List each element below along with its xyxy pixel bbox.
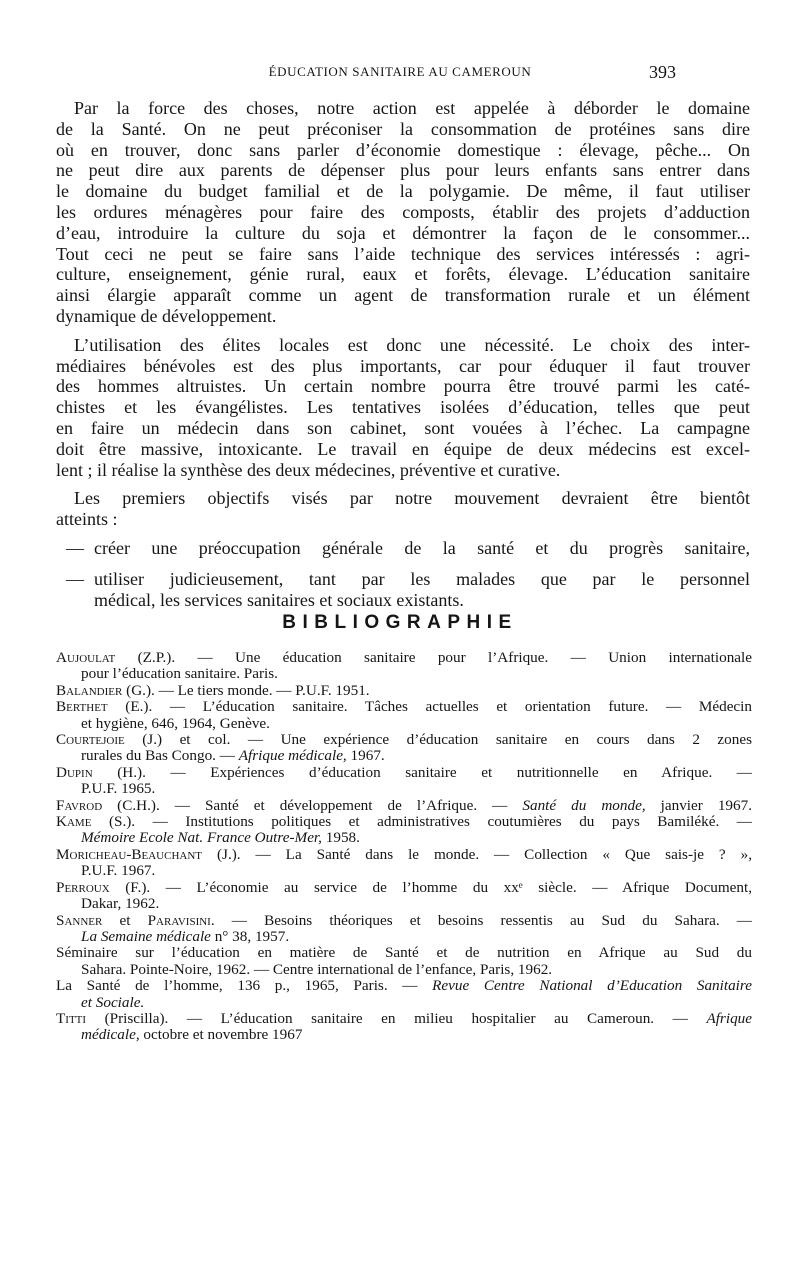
entry-title: Santé du monde, — [522, 796, 646, 814]
entry-line — [56, 995, 752, 1011]
entry-text: (E.). — L’éducation sanitaire. Tâches actuelles et orientation future. — Médecin — [107, 698, 752, 716]
entry-title: La Semaine médicale — [81, 927, 211, 945]
list-item — [66, 569, 750, 611]
entry-line — [56, 798, 752, 814]
entry-author: Sanner — [56, 911, 103, 929]
paragraph — [56, 335, 750, 481]
entry-text: et hygiène, 646, 1964, Genève. — [81, 714, 270, 732]
entry-text: (F.). — L’économie au service de l’homme du xxᵉ siècle. — Afrique Document, — [109, 878, 752, 896]
entry-title: Mémoire Ecole Nat. France Outre-Mer, — [81, 829, 322, 847]
entry-line — [56, 666, 752, 682]
bibliography-entry — [56, 880, 752, 913]
entry-text: 1958. — [321, 829, 360, 847]
entry-line — [56, 896, 752, 912]
paragraph-line: le domaine du budget familial et de la polygamie. De même, il faut utiliser — [56, 181, 750, 202]
paragraph-line: Les premiers objectifs visés par notre mouvement devraient être bientôt — [74, 488, 750, 509]
entry-line — [56, 650, 752, 666]
bibliography-heading: BIBLIOGRAPHIE — [282, 612, 518, 633]
bibliography-entry — [56, 798, 752, 814]
entry-line — [56, 945, 752, 961]
paragraph-line: atteints : — [56, 509, 118, 530]
page-number: 393 — [649, 62, 676, 82]
entry-text: (G.). — Le tiers monde. — P.U.F. 1951. — [122, 681, 370, 699]
entry-text: P.U.F. 1965. — [81, 780, 156, 798]
entry-text: et — [102, 911, 148, 929]
entry-line — [56, 913, 752, 929]
entry-author: Perroux — [56, 878, 110, 896]
entry-text: (C.H.). — Santé et développement de l’Afrique. — — [102, 796, 523, 814]
entry-title: Afrique médicale, — [238, 747, 347, 765]
objectives-list — [56, 538, 750, 610]
paragraph-line: Tout ceci ne peut se faire sans l’aide technique des services intéressés : agri- — [56, 243, 750, 264]
paragraphs — [56, 98, 750, 530]
entry-author: Balandier — [56, 681, 123, 699]
entry-text: (Priscilla). — L’éducation sanitaire en milieu hospitalier au Cameroun. — — [86, 1009, 707, 1027]
paragraph-line: de la Santé. On ne peut préconiser la consommation de protéines sans dire — [56, 118, 750, 139]
paragraph-line: L’utilisation des élites locales est donc une nécessité. Le choix des inter- — [74, 334, 750, 355]
bibliography-entry — [56, 699, 752, 732]
paragraph-line: les ordures ménagères pour faire des composts, établir des projets d’adduction — [56, 201, 750, 222]
entry-title: médicale, — [81, 1026, 140, 1044]
bibliography-entry — [56, 765, 752, 798]
entry-author: Berthet — [56, 698, 108, 716]
bibliography-entry — [56, 978, 752, 1011]
entry-title: Afrique — [706, 1009, 752, 1027]
bibliography-entry — [56, 945, 752, 978]
list-dash: — — [66, 568, 84, 589]
list-item-line: médical, les services sanitaires et sociaux existants. — [94, 589, 464, 610]
entry-line — [56, 683, 752, 699]
entry-line — [56, 732, 752, 748]
list-item-line: créer une préoccupation générale de la santé et du progrès sanitaire, — [94, 537, 750, 558]
entry-line — [56, 847, 752, 863]
bibliography-entry — [56, 683, 752, 699]
entry-author: Moricheau-Beauchant — [56, 845, 203, 863]
paragraph — [56, 488, 750, 530]
entry-line — [56, 716, 752, 732]
entry-author: Titti — [56, 1009, 87, 1027]
paragraph-line: où en trouver, donc sans parler d’économie domestique : élevage, pêche... On — [56, 139, 750, 160]
list-item-text — [94, 569, 750, 611]
entry-author: Courtejoie — [56, 731, 125, 749]
entry-line — [56, 814, 752, 830]
entry-text: Sahara. Pointe-Noire, 1962. — Centre international de l’enfance, Paris, 1962. — [81, 960, 553, 978]
paragraph-line: ne peut dire aux parents de dépenser plus pour leurs enfants sans entrer dans — [56, 160, 750, 181]
entry-text: La Santé de l’homme, 136 p., 1965, Paris. — — [56, 977, 433, 995]
entry-line — [56, 781, 752, 797]
body-text — [56, 98, 750, 620]
paragraph-line: chistes et les évangélistes. Les tentatives isolées d’éducation, telles que peut — [56, 397, 750, 418]
entry-text: P.U.F. 1967. — [81, 862, 156, 880]
list-item-line: utiliser judicieusement, tant par les malades que par le personnel — [94, 568, 750, 589]
entry-text: . — Besoins théoriques et besoins ressentis au Sud du Sahara. — — [210, 911, 752, 929]
entry-line — [56, 1027, 752, 1043]
list-dash: — — [66, 537, 84, 558]
paragraph-line: culture, enseignement, génie rural, eaux et forêts, élevage. L’éducation sanitaire — [56, 264, 750, 285]
paragraph-line: médiaires bénévoles est des plus importants, car pour éduquer il faut trouver — [56, 355, 750, 376]
running-header: ÉDUCATION SANITAIRE AU CAMEROUN — [268, 64, 532, 79]
entry-text: (S.). — Institutions politiques et administratives coutumières du pays Bamiléké. — — [91, 813, 752, 831]
entry-title: et Sociale. — [81, 993, 145, 1011]
entry-line — [56, 748, 752, 764]
entry-text: (J.) et col. — Une expérience d’éducation sanitaire en cours dans 2 zones — [124, 731, 752, 749]
entry-text: janvier 1967. — [645, 796, 752, 814]
bibliography-entry — [56, 913, 752, 946]
list-item-text — [94, 538, 750, 559]
entry-text: Dakar, 1962. — [81, 895, 160, 913]
entry-author: Aujoulat — [56, 649, 116, 666]
bibliography-entry — [56, 814, 752, 847]
entry-line — [56, 1011, 752, 1027]
paragraph-line: Par la force des choses, notre action est appelée à déborder le domaine — [74, 98, 750, 118]
entry-line — [56, 880, 752, 896]
entry-text: Séminaire sur l’éducation en matière de Santé et de nutrition en Afrique au Sud du — [56, 944, 752, 962]
entry-text: (J.). — La Santé dans le monde. — Collection « Que sais-je ? », — [202, 845, 752, 863]
bibliography-entry — [56, 732, 752, 765]
entry-author: Favrod — [56, 796, 103, 814]
entry-line — [56, 962, 752, 978]
paragraph-line: en faire un médecin dans son cabinet, sont vouées à l’échec. La campagne — [56, 417, 750, 438]
entry-line — [56, 863, 752, 879]
paragraph-line: doit être massive, intoxicante. Le travail en équipe de deux médecins est excel- — [56, 438, 750, 459]
entry-line — [56, 765, 752, 781]
entry-text: pour l’éducation sanitaire. Paris. — [81, 665, 278, 683]
entry-text: (Z.P.). — Une éducation sanitaire pour l’Afrique. — Union internationale — [115, 649, 752, 666]
entry-author: Paravisini — [147, 911, 211, 929]
entry-text: rurales du Bas Congo. — — [81, 747, 239, 765]
bibliography-list — [56, 650, 752, 1044]
entry-title: Revue Centre National d’Education Sanitaire — [432, 977, 752, 995]
entry-author: Dupin — [56, 763, 93, 781]
bibliography-entry — [56, 1011, 752, 1044]
bibliography-entry — [56, 847, 752, 880]
entry-line — [56, 699, 752, 715]
paragraph-line: dynamique de développement. — [56, 305, 277, 326]
paragraph — [56, 98, 750, 327]
list-item — [66, 538, 750, 559]
entry-line — [56, 929, 752, 945]
paragraph-line: lent ; il réalise la synthèse des deux médecines, préventive et curative. — [56, 459, 561, 480]
entry-text: 1967. — [346, 747, 385, 765]
paragraph-line: ainsi élargie apparaît comme un agent de transformation rurale et un élément — [56, 285, 750, 306]
paragraph-line: des hommes altruistes. Un certain nombre pourra être trouvé parmi les caté- — [56, 376, 750, 397]
paragraph-line: d’eau, introduire la culture du soja et démontrer la façon de le consommer... — [56, 222, 750, 243]
entry-line — [56, 978, 752, 994]
entry-author: Kame — [56, 813, 92, 831]
entry-line — [56, 830, 752, 846]
entry-text: (H.). — Expériences d’éducation sanitaire et nutritionnelle en Afrique. — — [92, 763, 752, 781]
bibliography-entry — [56, 650, 752, 683]
entry-text: n° 38, 1957. — [210, 927, 290, 945]
entry-text: octobre et novembre 1967 — [139, 1026, 303, 1044]
